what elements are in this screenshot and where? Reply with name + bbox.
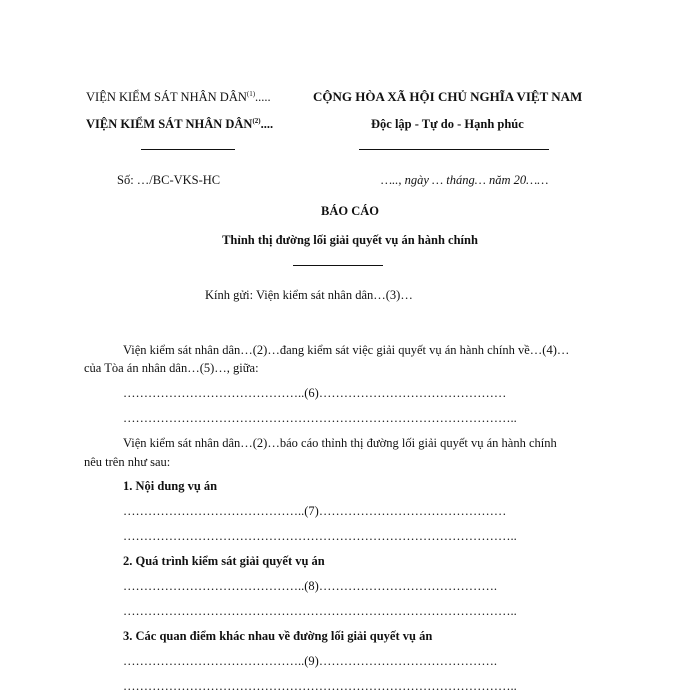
report-subtitle: Thỉnh thị đường lối giải quyết vụ án hành chính	[222, 233, 478, 247]
paragraph-2-line-1: Viện kiểm sát nhân dân…(2)…báo cáo thỉnh thị đường lối giải quyết vụ án hành chính	[123, 436, 557, 450]
issuing-agency-line1	[86, 90, 271, 105]
section-1-heading: 1. Nội dung vụ án	[123, 479, 218, 493]
national-motto: Độc lập - Tự do - Hạnh phúc	[371, 117, 524, 131]
footnote-marker: (2)	[252, 116, 261, 125]
recipient-line: Kính gửi: Viện kiểm sát nhân dân…(3)…	[205, 288, 413, 302]
dotted-fill-9: ……………………………………..(9)…………………………………….	[123, 654, 497, 668]
paragraph-1-line-1: Viện kiểm sát nhân dân…(2)…đang kiểm sát việc giải quyết vụ án hành chính về…(4)…	[123, 343, 570, 357]
issuing-agency-text: VIỆN KIỂM SÁT NHÂN DÂN	[86, 90, 247, 104]
motto-underline	[359, 149, 549, 150]
paragraph-1-line-2: của Tòa án nhân dân…(5)…, giữa:	[84, 361, 259, 375]
issuing-agency-text: VIỆN KIỂM SÁT NHÂN DÂN	[86, 117, 253, 131]
dotted-fill-line: …………………………………………………………………………………..	[123, 679, 517, 693]
dotted-fill-line: …………………………………………………………………………………..	[123, 529, 517, 543]
agency-placeholder: .....	[255, 90, 271, 104]
agency-placeholder: ....	[260, 117, 274, 131]
report-title: BÁO CÁO	[321, 204, 379, 218]
title-underline	[293, 265, 383, 266]
agency-underline	[141, 149, 235, 150]
document-number: Số: …/BC-VKS-HC	[117, 173, 221, 187]
dotted-fill-8: ……………………………………..(8)…………………………………….	[123, 579, 497, 593]
issuing-agency-line2	[86, 117, 273, 132]
dotted-fill-7: ……………………………………..(7)………………………………………	[123, 504, 507, 518]
footnote-marker: (1)	[246, 89, 256, 98]
dotted-fill-line: …………………………………………………………………………………..	[123, 604, 517, 618]
section-2-heading: 2. Quá trình kiểm sát giải quyết vụ án	[123, 554, 325, 568]
dotted-fill-6: ……………………………………..(6)………………………………………	[123, 386, 507, 400]
paragraph-2-line-2: nêu trên như sau:	[84, 455, 171, 469]
section-3-heading: 3. Các quan điểm khác nhau về đường lối giải quyết vụ án	[123, 629, 433, 643]
dotted-fill-line: …………………………………………………………………………………..	[123, 411, 517, 425]
document-date: ….., ngày … tháng… năm 20……	[381, 173, 549, 187]
national-title: CỘNG HÒA XÃ HỘI CHỦ NGHĨA VIỆT NAM	[313, 89, 583, 104]
